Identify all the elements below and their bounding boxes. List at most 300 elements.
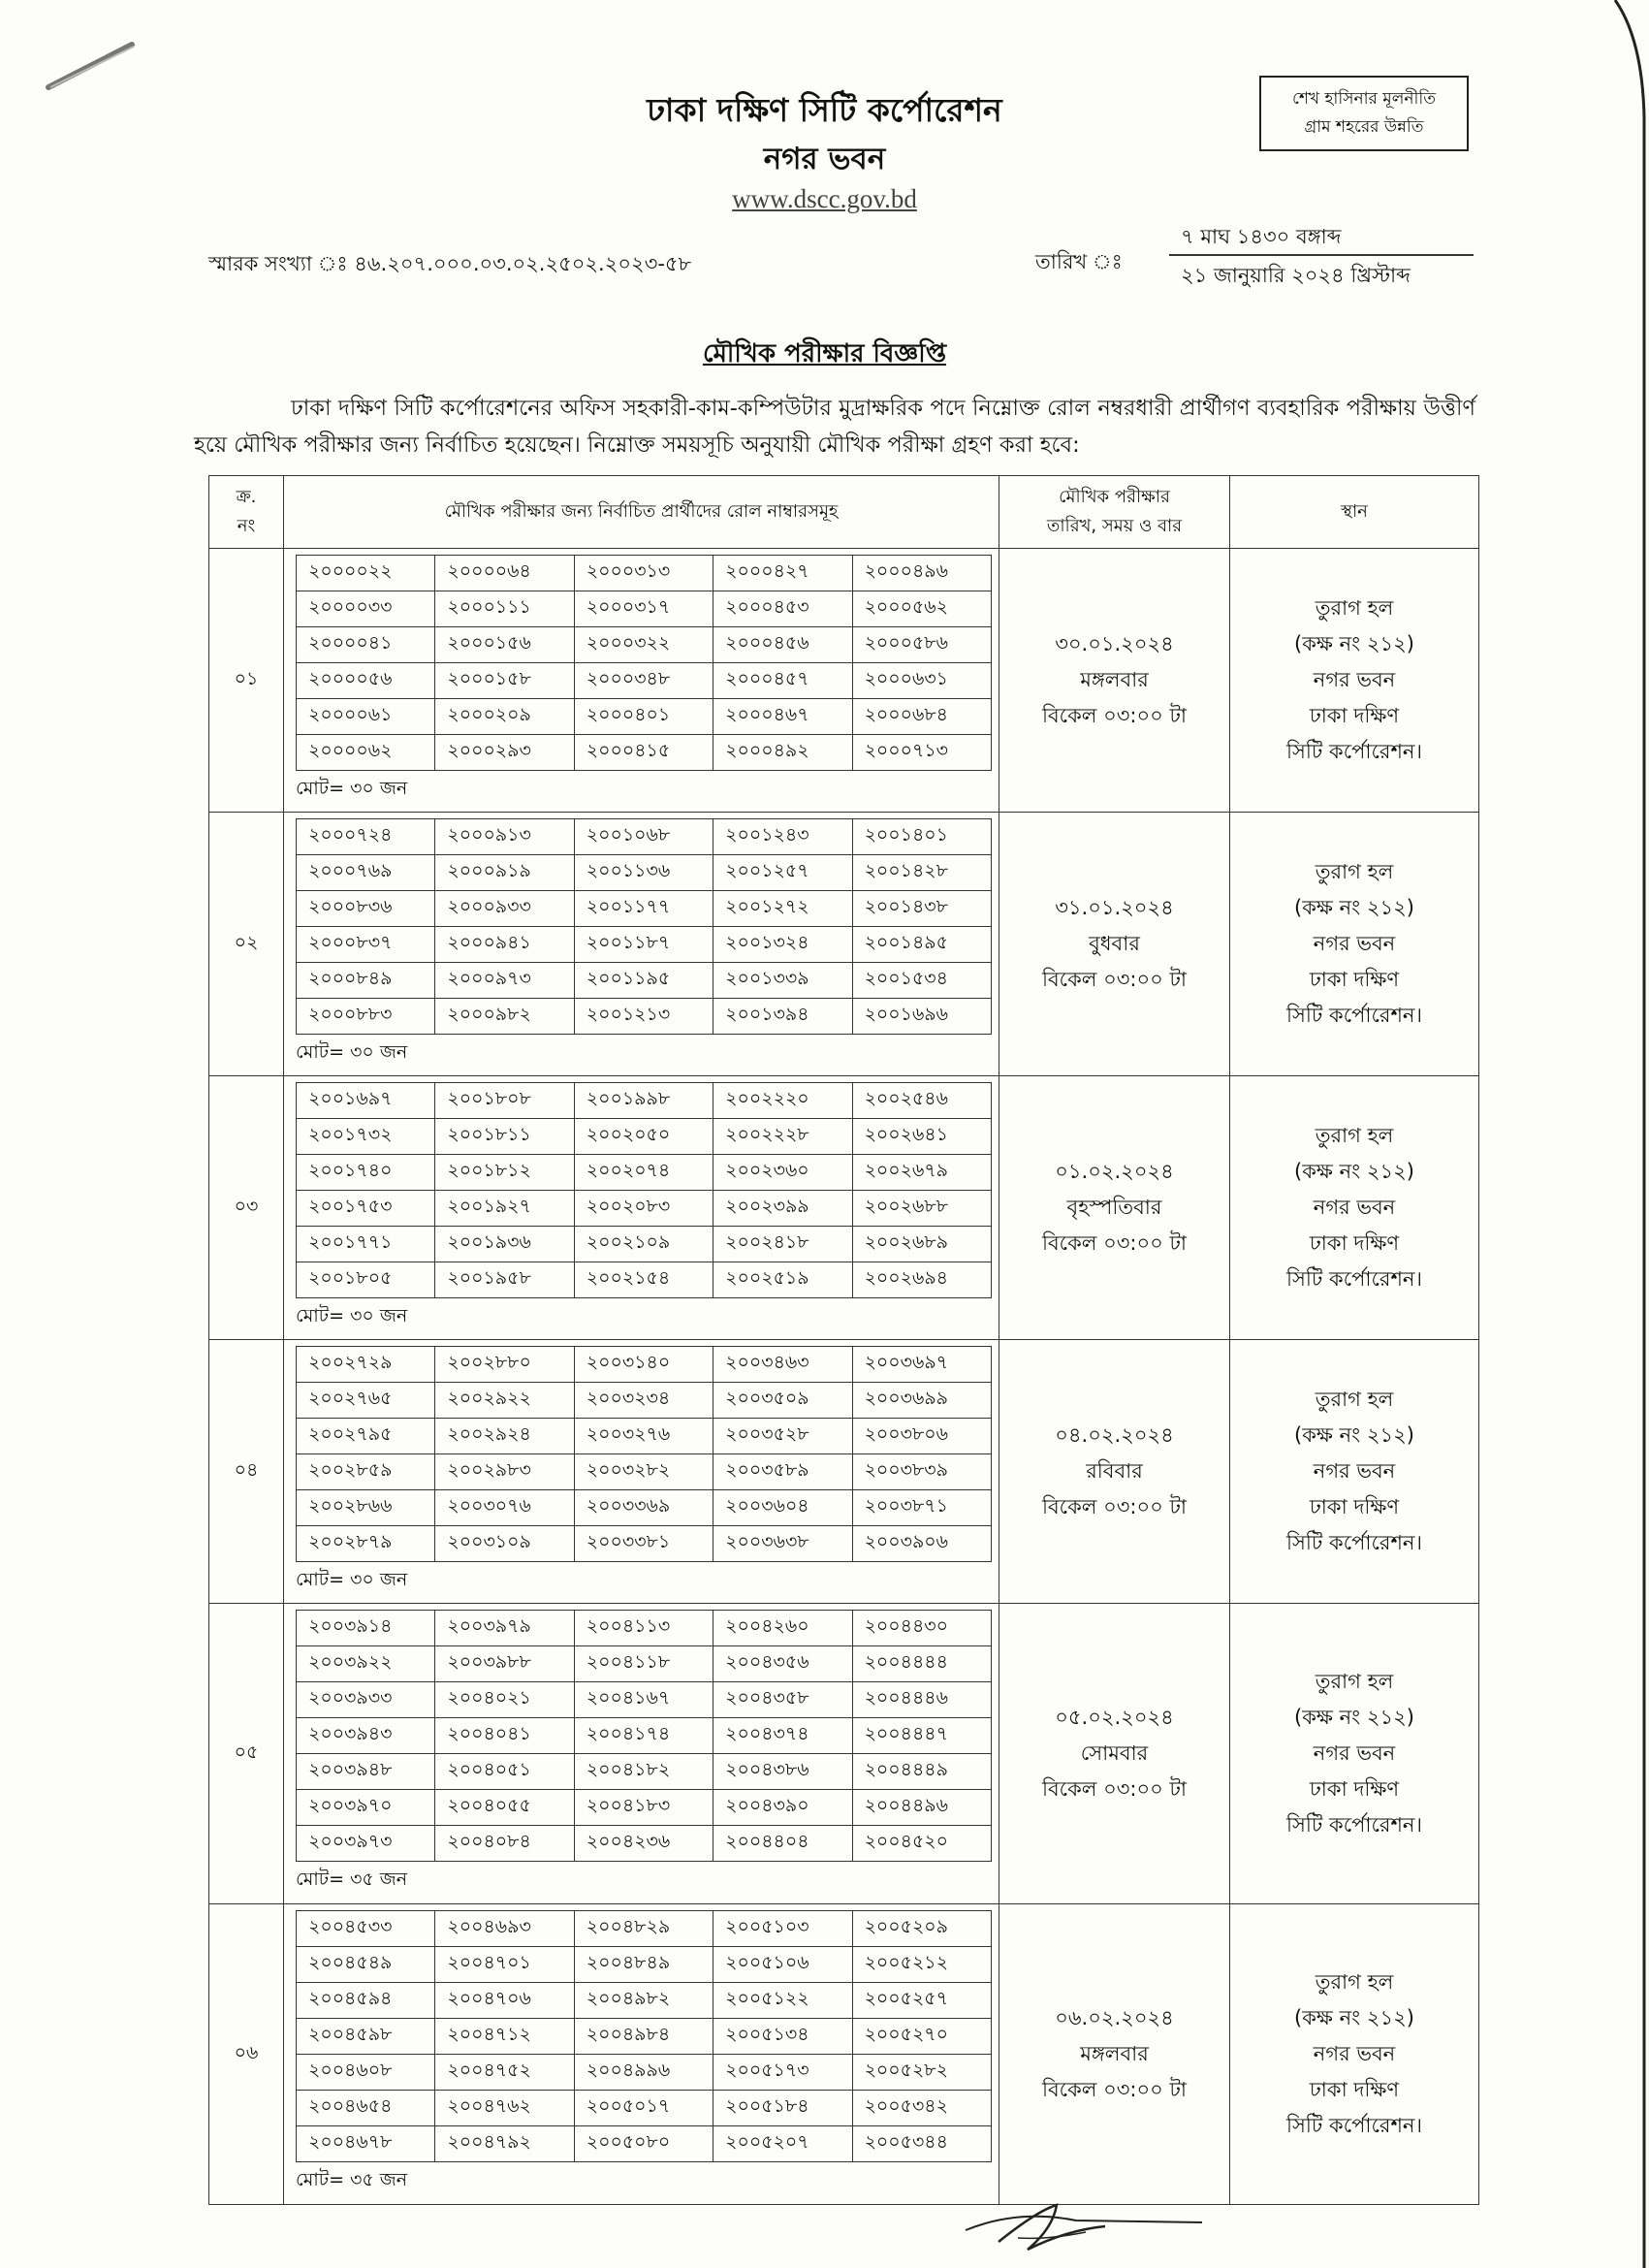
roll-row	[297, 2019, 992, 2055]
roll-number: ২০০৪৯৮৪	[574, 2019, 713, 2055]
roll-row	[297, 999, 992, 1035]
exam-time: বিকেল ০৩:০০ টা	[1041, 1231, 1188, 1255]
roll-number: ২০০৪৭৯২	[435, 2126, 574, 2162]
exam-date: ০৬.০২.২০২৪	[1055, 2006, 1174, 2029]
roll-number: ২০০৫১০৩	[714, 1911, 852, 1947]
roll-row	[297, 1383, 992, 1419]
roll-number: ২০০৩৪৬৩	[714, 1347, 852, 1383]
exam-date: ০১.০২.২০২৪	[1055, 1160, 1174, 1183]
roll-number: ২০০১৮০৫	[297, 1262, 435, 1298]
exam-day: বুধবার	[1089, 932, 1140, 955]
group-serial: ০১	[209, 549, 284, 813]
roll-row	[297, 1262, 992, 1298]
schedule-group-row	[209, 549, 1479, 813]
roll-number: ২০০৪৪৪৬	[852, 1682, 991, 1718]
roll-number: ২০০৫০৮০	[574, 2126, 713, 2162]
roll-number: ২০০৩৯৭৩	[297, 1826, 435, 1862]
roll-number: ২০০১৭৫৩	[297, 1191, 435, 1227]
venue-line: তুরাগ হল	[1315, 1124, 1394, 1147]
date-bangla: ৭ মাঘ ১৪৩০ বঙ্গাব্দ	[1181, 225, 1342, 248]
roll-number: ২০০৪৩৫৬	[714, 1646, 852, 1682]
roll-row	[297, 819, 992, 855]
roll-number: ২০০১০৬৮	[574, 819, 713, 855]
roll-number: ২০০১৮১১	[435, 1119, 574, 1155]
roll-number: ২০০০০৬৪	[435, 556, 574, 591]
roll-row	[297, 1682, 992, 1718]
roll-number: ২০০৪১৮২	[574, 1754, 713, 1790]
roll-number: ২০০১২৫৭	[714, 855, 852, 891]
roll-number: ২০০০৪০১	[574, 699, 713, 735]
venue-line: নগর ভবন	[1313, 1196, 1396, 1219]
roll-number: ২০০২২২৮	[714, 1119, 852, 1155]
roll-number: ২০০৫৩৪২	[852, 2091, 991, 2126]
group-total: মোট= ৩০ জন	[296, 1305, 408, 1326]
roll-number: ২০০১৩৩৯	[714, 963, 852, 999]
roll-numbers-cell	[284, 813, 999, 1076]
schedule-group-row	[209, 1604, 1479, 1904]
schedule-body	[209, 549, 1479, 2205]
roll-row	[297, 1347, 992, 1383]
roll-number: ২০০২২২০	[714, 1083, 852, 1119]
exam-schedule-cell	[999, 1076, 1230, 1340]
roll-number: ২০০৩৫২৮	[714, 1419, 852, 1454]
motto-box	[1259, 76, 1469, 151]
roll-number: ২০০১৭৩২	[297, 1119, 435, 1155]
exam-time: বিকেল ০৩:০০ টা	[1041, 1777, 1188, 1801]
roll-row	[297, 1983, 992, 2019]
roll-numbers-cell	[284, 1076, 999, 1340]
venue-line: (কক্ষ নং ২১২)	[1294, 2006, 1414, 2029]
roll-number: ২০০১৪০১	[852, 819, 991, 855]
roll-number: ২০০২৯৮৩	[435, 1454, 574, 1490]
exam-schedule-cell	[999, 1340, 1230, 1604]
roll-row	[297, 2126, 992, 2162]
roll-number: ২০০৩৯৪৩	[297, 1718, 435, 1754]
exam-day: সোমবার	[1080, 1741, 1149, 1765]
roll-number: ২০০৪৪৪৪	[852, 1646, 991, 1682]
venue-line: তুরাগ হল	[1315, 596, 1394, 620]
venue-line: (কক্ষ নং ২১২)	[1294, 632, 1414, 655]
roll-number: ২০০২৬৭৯	[852, 1155, 991, 1191]
roll-number: ২০০৪৩৫৮	[714, 1682, 852, 1718]
venue-line: তুরাগ হল	[1315, 1670, 1394, 1693]
roll-number: ২০০৩৬৩৮	[714, 1526, 852, 1562]
roll-number: ২০০৪০৫৫	[435, 1790, 574, 1826]
exam-time: বিকেল ০৩:০০ টা	[1041, 1495, 1188, 1518]
roll-number: ২০০১১৩৬	[574, 855, 713, 891]
roll-number: ২০০৪৬৫৪	[297, 2091, 435, 2126]
roll-number: ২০০২১০৯	[574, 1227, 713, 1262]
roll-number: ২০০১১৭৭	[574, 891, 713, 927]
roll-number: ২০০৪০৫১	[435, 1754, 574, 1790]
venue-line: তুরাগ হল	[1315, 1970, 1394, 1994]
venue-line: ঢাকা দক্ষিণ	[1309, 1231, 1400, 1255]
venue-line: নগর ভবন	[1313, 2042, 1396, 2065]
venue-line: (কক্ষ নং ২১২)	[1294, 896, 1414, 919]
roll-number: ২০০৩৯৭০	[297, 1790, 435, 1826]
roll-number: ২০০০৯৪১	[435, 927, 574, 963]
group-serial: ০৫	[209, 1604, 284, 1904]
roll-number: ২০০৩৫০৯	[714, 1383, 852, 1419]
exam-day: বৃহস্পতিবার	[1066, 1196, 1162, 1219]
roll-number: ২০০৪৭১২	[435, 2019, 574, 2055]
roll-number: ২০০৪৩৮৬	[714, 1754, 852, 1790]
roll-number: ২০০০৫৬২	[852, 591, 991, 627]
roll-number: ২০০০৯১৯	[435, 855, 574, 891]
roll-number: ২০০৪০৪১	[435, 1718, 574, 1754]
roll-number: ২০০৩৯১৪	[297, 1611, 435, 1646]
roll-number: ২০০৪৩৯০	[714, 1790, 852, 1826]
roll-number: ২০০৪০২১	[435, 1682, 574, 1718]
roll-number: ২০০২৬৮৮	[852, 1191, 991, 1227]
roll-number: ২০০৩২৮২	[574, 1454, 713, 1490]
venue-line: ঢাকা দক্ষিণ	[1309, 2078, 1400, 2101]
roll-number: ২০০৪৬০৮	[297, 2055, 435, 2091]
website-link[interactable]: www.dscc.gov.bd	[732, 184, 917, 213]
roll-number: ২০০২৯২৪	[435, 1419, 574, 1454]
exam-time: বিকেল ০৩:০০ টা	[1041, 968, 1188, 991]
roll-number: ২০০০৭১৩	[852, 735, 991, 771]
header-venue: স্থান	[1230, 476, 1479, 549]
roll-number: ২০০৫০১৭	[574, 2091, 713, 2126]
roll-number: ২০০৩৮৭১	[852, 1490, 991, 1526]
website-link-wrapper	[0, 184, 1649, 214]
venue-cell	[1230, 549, 1479, 813]
motto-line-2: গ্রাম শহরের উন্নতি	[1304, 117, 1424, 137]
roll-number: ২০০০৪৫৩	[714, 591, 852, 627]
roll-numbers-grid	[296, 1082, 992, 1298]
roll-number: ২০০০৩১৭	[574, 591, 713, 627]
venue-line: নগর ভবন	[1313, 1741, 1396, 1765]
roll-number: ২০০৩৯৩৩	[297, 1682, 435, 1718]
roll-row	[297, 2055, 992, 2091]
roll-number: ২০০০৯৭৩	[435, 963, 574, 999]
roll-number: ২০০২৭৯৫	[297, 1419, 435, 1454]
roll-number: ২০০০৫৮৬	[852, 627, 991, 663]
group-total: মোট= ৩৫ জন	[296, 2169, 408, 2190]
roll-number: ২০০৫২০৯	[852, 1911, 991, 1947]
venue-cell	[1230, 1076, 1479, 1340]
roll-row	[297, 1611, 992, 1646]
roll-number: ২০০০০৩৩	[297, 591, 435, 627]
roll-number: ২০০৩৩৬৯	[574, 1490, 713, 1526]
roll-numbers-grid	[296, 555, 992, 771]
roll-number: ২০০১৩২৪	[714, 927, 852, 963]
roll-number: ২০০৩২৩৪	[574, 1383, 713, 1419]
roll-number: ২০০০৪৫৭	[714, 663, 852, 699]
roll-number: ২০০৫১০৬	[714, 1947, 852, 1983]
roll-number: ২০০৫১৩৪	[714, 2019, 852, 2055]
roll-number: ২০০৪৯৯৬	[574, 2055, 713, 2091]
roll-number: ২০০২৪১৮	[714, 1227, 852, 1262]
roll-number: ২০০৪৭৫২	[435, 2055, 574, 2091]
roll-row	[297, 627, 992, 663]
roll-row	[297, 963, 992, 999]
roll-number: ২০০৩৫৮৯	[714, 1454, 852, 1490]
roll-row	[297, 1947, 992, 1983]
roll-number: ২০০১৯২৭	[435, 1191, 574, 1227]
roll-row	[297, 556, 992, 591]
roll-number: ২০০৪৫২০	[852, 1826, 991, 1862]
roll-number: ২০০৫১৭৩	[714, 2055, 852, 2091]
group-total: মোট= ৩০ জন	[296, 1569, 408, 1590]
roll-number: ২০০০৩৪৮	[574, 663, 713, 699]
roll-row	[297, 891, 992, 927]
venue-line: সিটি কর্পোরেশন।	[1286, 740, 1422, 763]
roll-number: ২০০০০৬২	[297, 735, 435, 771]
roll-numbers-grid	[296, 818, 992, 1035]
roll-number: ২০০৩৩৮১	[574, 1526, 713, 1562]
roll-number: ২০০৪৩৭৪	[714, 1718, 852, 1754]
roll-number: ২০০২০৭৪	[574, 1155, 713, 1191]
roll-number: ২০০০১৫৮	[435, 663, 574, 699]
roll-numbers-cell	[284, 1340, 999, 1604]
roll-number: ২০০০৯৩৩	[435, 891, 574, 927]
venue-cell	[1230, 1904, 1479, 2205]
venue-line: সিটি কর্পোরেশন।	[1286, 1531, 1422, 1554]
roll-number: ২০০০১৫৬	[435, 627, 574, 663]
venue-line: সিটি কর্পোরেশন।	[1286, 2114, 1422, 2137]
roll-number: ২০০০৯৮২	[435, 999, 574, 1035]
roll-row	[297, 855, 992, 891]
roll-number: ২০০২৮৭৯	[297, 1526, 435, 1562]
org-name: ঢাকা দক্ষিণ সিটি কর্পোরেশন	[647, 91, 1002, 129]
roll-number: ২০০২০৮৩	[574, 1191, 713, 1227]
roll-number: ২০০০১১১	[435, 591, 574, 627]
venue-line: সিটি কর্পোরেশন।	[1286, 1004, 1422, 1027]
roll-number: ২০০৪৭০১	[435, 1947, 574, 1983]
roll-number: ২০০০৪৬৭	[714, 699, 852, 735]
roll-number: ২০০৩৬৯৭	[852, 1347, 991, 1383]
roll-number: ২০০৪৪৩০	[852, 1611, 991, 1646]
roll-number: ২০০৪১৬৭	[574, 1682, 713, 1718]
roll-number: ২০০৪৪০৪	[714, 1826, 852, 1862]
roll-number: ২০০৪৪৪৯	[852, 1754, 991, 1790]
roll-numbers-grid	[296, 1910, 992, 2162]
roll-number: ২০০৪৬৯৩	[435, 1911, 574, 1947]
roll-numbers-cell	[284, 549, 999, 813]
roll-number: ২০০২৮৮০	[435, 1347, 574, 1383]
venue-line: (কক্ষ নং ২১২)	[1294, 1706, 1414, 1729]
venue-line: নগর ভবন	[1313, 932, 1396, 955]
motto-line-1: শেখ হাসিনার মূলনীতি	[1291, 89, 1437, 109]
roll-row	[297, 1454, 992, 1490]
venue-cell	[1230, 1604, 1479, 1904]
roll-number: ২০০৫২৮২	[852, 2055, 991, 2091]
roll-numbers-grid	[296, 1610, 992, 1862]
signature-scribble	[960, 2191, 1212, 2259]
roll-row	[297, 1119, 992, 1155]
roll-row	[297, 699, 992, 735]
notice-title: মৌখিক পরীক্ষার বিজ্ঞপ্তি	[702, 339, 947, 368]
roll-number: ২০০৪০৮৪	[435, 1826, 574, 1862]
roll-number: ২০০০৮৮৩	[297, 999, 435, 1035]
exam-day: মঙ্গলবার	[1080, 668, 1149, 691]
exam-date: ০৫.০২.২০২৪	[1055, 1706, 1174, 1729]
roll-number: ২০০৪৪৯৬	[852, 1790, 991, 1826]
roll-number: ২০০২৬৯৪	[852, 1262, 991, 1298]
roll-number: ২০০০৯১৩	[435, 819, 574, 855]
roll-number: ২০০৪১১৩	[574, 1611, 713, 1646]
roll-number: ২০০১৭৪০	[297, 1155, 435, 1191]
roll-row	[297, 1083, 992, 1119]
roll-number: ২০০৪৭৬২	[435, 2091, 574, 2126]
roll-number: ২০০৫২৭০	[852, 2019, 991, 2055]
roll-number: ২০০০৪১৫	[574, 735, 713, 771]
venue-line: ঢাকা দক্ষিণ	[1309, 704, 1400, 727]
roll-row	[297, 1911, 992, 1947]
group-total: মোট= ৩৫ জন	[296, 1869, 408, 1890]
intro-paragraph: ঢাকা দক্ষিণ সিটি কর্পোরেশনের অফিস সহকারী-কাম-কম্পিউটার মুদ্রাক্ষরিক পদে নিম্নোক্ত রোল নম্বরধারী প্রার্থীগণ ব্যবহারিক পরীক্ষায় উত্তীর্ণ হয়ে মৌখিক পরীক্ষার জন্য নির্বাচিত হয়েছেন। নিম্নোক্ত সময়সূচি অনুযায়ী মৌখিক পরীক্ষা গ্রহণ করা হবে:	[194, 396, 1475, 458]
group-serial: ০২	[209, 813, 284, 1076]
roll-number: ২০০১১৮৭	[574, 927, 713, 963]
roll-numbers-grid	[296, 1346, 992, 1562]
roll-number: ২০০১৫৩৪	[852, 963, 991, 999]
roll-number: ২০০০২০৯	[435, 699, 574, 735]
roll-number: ২০০০০৬১	[297, 699, 435, 735]
roll-number: ২০০৪৪৪৭	[852, 1718, 991, 1754]
roll-number: ২০০১৯৩৬	[435, 1227, 574, 1262]
roll-number: ২০০৪৫৯৪	[297, 1983, 435, 2019]
roll-number: ২০০৪২৩৬	[574, 1826, 713, 1862]
venue-line: ঢাকা দক্ষিণ	[1309, 1777, 1400, 1801]
roll-number: ২০০৩৬৯৯	[852, 1383, 991, 1419]
roll-number: ২০০০৮৩৬	[297, 891, 435, 927]
group-total: মোট= ৩০ জন	[296, 778, 408, 799]
roll-number: ২০০১৯৫৮	[435, 1262, 574, 1298]
roll-row	[297, 1155, 992, 1191]
date-divider	[1169, 254, 1474, 256]
roll-number: ২০০০৪৯৬	[852, 556, 991, 591]
venue-line: সিটি কর্পোরেশন।	[1286, 1267, 1422, 1291]
roll-number: ২০০৪৫৪৯	[297, 1947, 435, 1983]
roll-number: ২০০৫১৮৪	[714, 2091, 852, 2126]
roll-number: ২০০১১৯৫	[574, 963, 713, 999]
header-serial: ক্র. নং	[209, 476, 284, 549]
roll-number: ২০০২৭২৯	[297, 1347, 435, 1383]
roll-number: ২০০৪৮৪৯	[574, 1947, 713, 1983]
venue-line: সিটি কর্পোরেশন।	[1286, 1813, 1422, 1837]
roll-numbers-cell	[284, 1604, 999, 1904]
exam-time: বিকেল ০৩:০০ টা	[1041, 2078, 1188, 2101]
roll-number: ২০০২০৫০	[574, 1119, 713, 1155]
roll-number: ২০০২৮৫৯	[297, 1454, 435, 1490]
roll-row	[297, 927, 992, 963]
roll-number: ২০০১৩৯৪	[714, 999, 852, 1035]
roll-number: ২০০০৩১৩	[574, 556, 713, 591]
exam-day: মঙ্গলবার	[1080, 2042, 1149, 2065]
roll-number: ২০০০৭২৪	[297, 819, 435, 855]
memo-number: স্মারক সংখ্যা ঃ ৪৬.২০৭.০০০.০৩.০২.২৫০২.২০২৩-৫৮	[208, 252, 692, 275]
roll-number: ২০০১৬৯৭	[297, 1083, 435, 1119]
roll-number: ২০০০৪২৭	[714, 556, 852, 591]
roll-number: ২০০৩১৪০	[574, 1347, 713, 1383]
roll-number: ২০০৪৮২৯	[574, 1911, 713, 1947]
roll-number: ২০০৪৫৯৮	[297, 2019, 435, 2055]
roll-number: ২০০২৬৪১	[852, 1119, 991, 1155]
roll-number: ২০০০৭৬৯	[297, 855, 435, 891]
venue-line: নগর ভবন	[1313, 1459, 1396, 1483]
roll-number: ২০০১৮১২	[435, 1155, 574, 1191]
group-total: মোট= ৩০ জন	[296, 1041, 408, 1063]
roll-number: ২০০৫১২২	[714, 1983, 852, 2019]
exam-day: রবিবার	[1086, 1459, 1143, 1483]
group-serial: ০৪	[209, 1340, 284, 1604]
roll-row	[297, 1419, 992, 1454]
roll-number: ২০০১৪২৮	[852, 855, 991, 891]
roll-number: ২০০৫৩৪৪	[852, 2126, 991, 2162]
roll-number: ২০০২৭৬৫	[297, 1383, 435, 1419]
roll-number: ২০০০০২২	[297, 556, 435, 591]
venue-line: (কক্ষ নং ২১২)	[1294, 1423, 1414, 1447]
date-gregorian: ২১ জানুয়ারি ২০২৪ খ্রিস্টাব্দ	[1181, 264, 1411, 287]
roll-number: ২০০৫২০৭	[714, 2126, 852, 2162]
roll-number: ২০০১২৪৩	[714, 819, 852, 855]
header-rolls: মৌখিক পরীক্ষার জন্য নির্বাচিত প্রার্থীদের রোল নাম্বারসমূহ	[284, 476, 999, 549]
roll-row	[297, 1754, 992, 1790]
roll-number: ২০০০০৫৬	[297, 663, 435, 699]
roll-row	[297, 1646, 992, 1682]
roll-row	[297, 1718, 992, 1754]
exam-time: বিকেল ০৩:০০ টা	[1041, 704, 1188, 727]
roll-number: ২০০৩৯৭৯	[435, 1611, 574, 1646]
roll-number: ২০০৩৯০৬	[852, 1526, 991, 1562]
roll-number: ২০০০৬৮৪	[852, 699, 991, 735]
venue-line: ঢাকা দক্ষিণ	[1309, 1495, 1400, 1518]
roll-number: ২০০৩০৭৬	[435, 1490, 574, 1526]
roll-number: ২০০২৩৬০	[714, 1155, 852, 1191]
schedule-group-row	[209, 813, 1479, 1076]
venue-cell	[1230, 813, 1479, 1076]
roll-number: ২০০১৯৯৮	[574, 1083, 713, 1119]
venue-line: (কক্ষ নং ২১২)	[1294, 1160, 1414, 1183]
roll-number: ২০০০৪৯২	[714, 735, 852, 771]
exam-schedule-cell	[999, 1904, 1230, 2205]
roll-number: ২০০৩৬০৪	[714, 1490, 852, 1526]
roll-number: ২০০৩২৭৬	[574, 1419, 713, 1454]
roll-number: ২০০০০৪১	[297, 627, 435, 663]
roll-number: ২০০৫২৫৭	[852, 1983, 991, 2019]
roll-number: ২০০৪৯৮২	[574, 1983, 713, 2019]
venue-line: নগর ভবন	[1313, 668, 1396, 691]
roll-row	[297, 1826, 992, 1862]
roll-number: ২০০৩৯৮৮	[435, 1646, 574, 1682]
roll-number: ২০০৪১৮৩	[574, 1790, 713, 1826]
roll-number: ২০০৩১০৯	[435, 1526, 574, 1562]
roll-number: ২০০০৩২২	[574, 627, 713, 663]
roll-number: ২০০২৩৯৯	[714, 1191, 852, 1227]
exam-schedule-cell	[999, 1604, 1230, 1904]
exam-schedule-cell	[999, 813, 1230, 1076]
venue-line: তুরাগ হল	[1315, 1388, 1394, 1411]
roll-number: ২০০১২৭২	[714, 891, 852, 927]
roll-number: ২০০১৪৯৫	[852, 927, 991, 963]
roll-number: ২০০১৭৭১	[297, 1227, 435, 1262]
roll-number: ২০০৪১৭৪	[574, 1718, 713, 1754]
roll-number: ২০০২১৫৪	[574, 1262, 713, 1298]
venue-line: ঢাকা দক্ষিণ	[1309, 968, 1400, 991]
roll-row	[297, 591, 992, 627]
roll-row	[297, 1526, 992, 1562]
roll-number: ২০০১৮০৮	[435, 1083, 574, 1119]
schedule-group-row	[209, 1904, 1479, 2205]
roll-number: ২০০০৮৩৭	[297, 927, 435, 963]
roll-number: ২০০৩৮০৬	[852, 1419, 991, 1454]
roll-number: ২০০৩৯২২	[297, 1646, 435, 1682]
header-schedule: মৌখিক পরীক্ষার তারিখ, সময় ও বার	[999, 476, 1230, 549]
roll-number: ২০০৪২৬০	[714, 1611, 852, 1646]
group-serial: ০৬	[209, 1904, 284, 2205]
